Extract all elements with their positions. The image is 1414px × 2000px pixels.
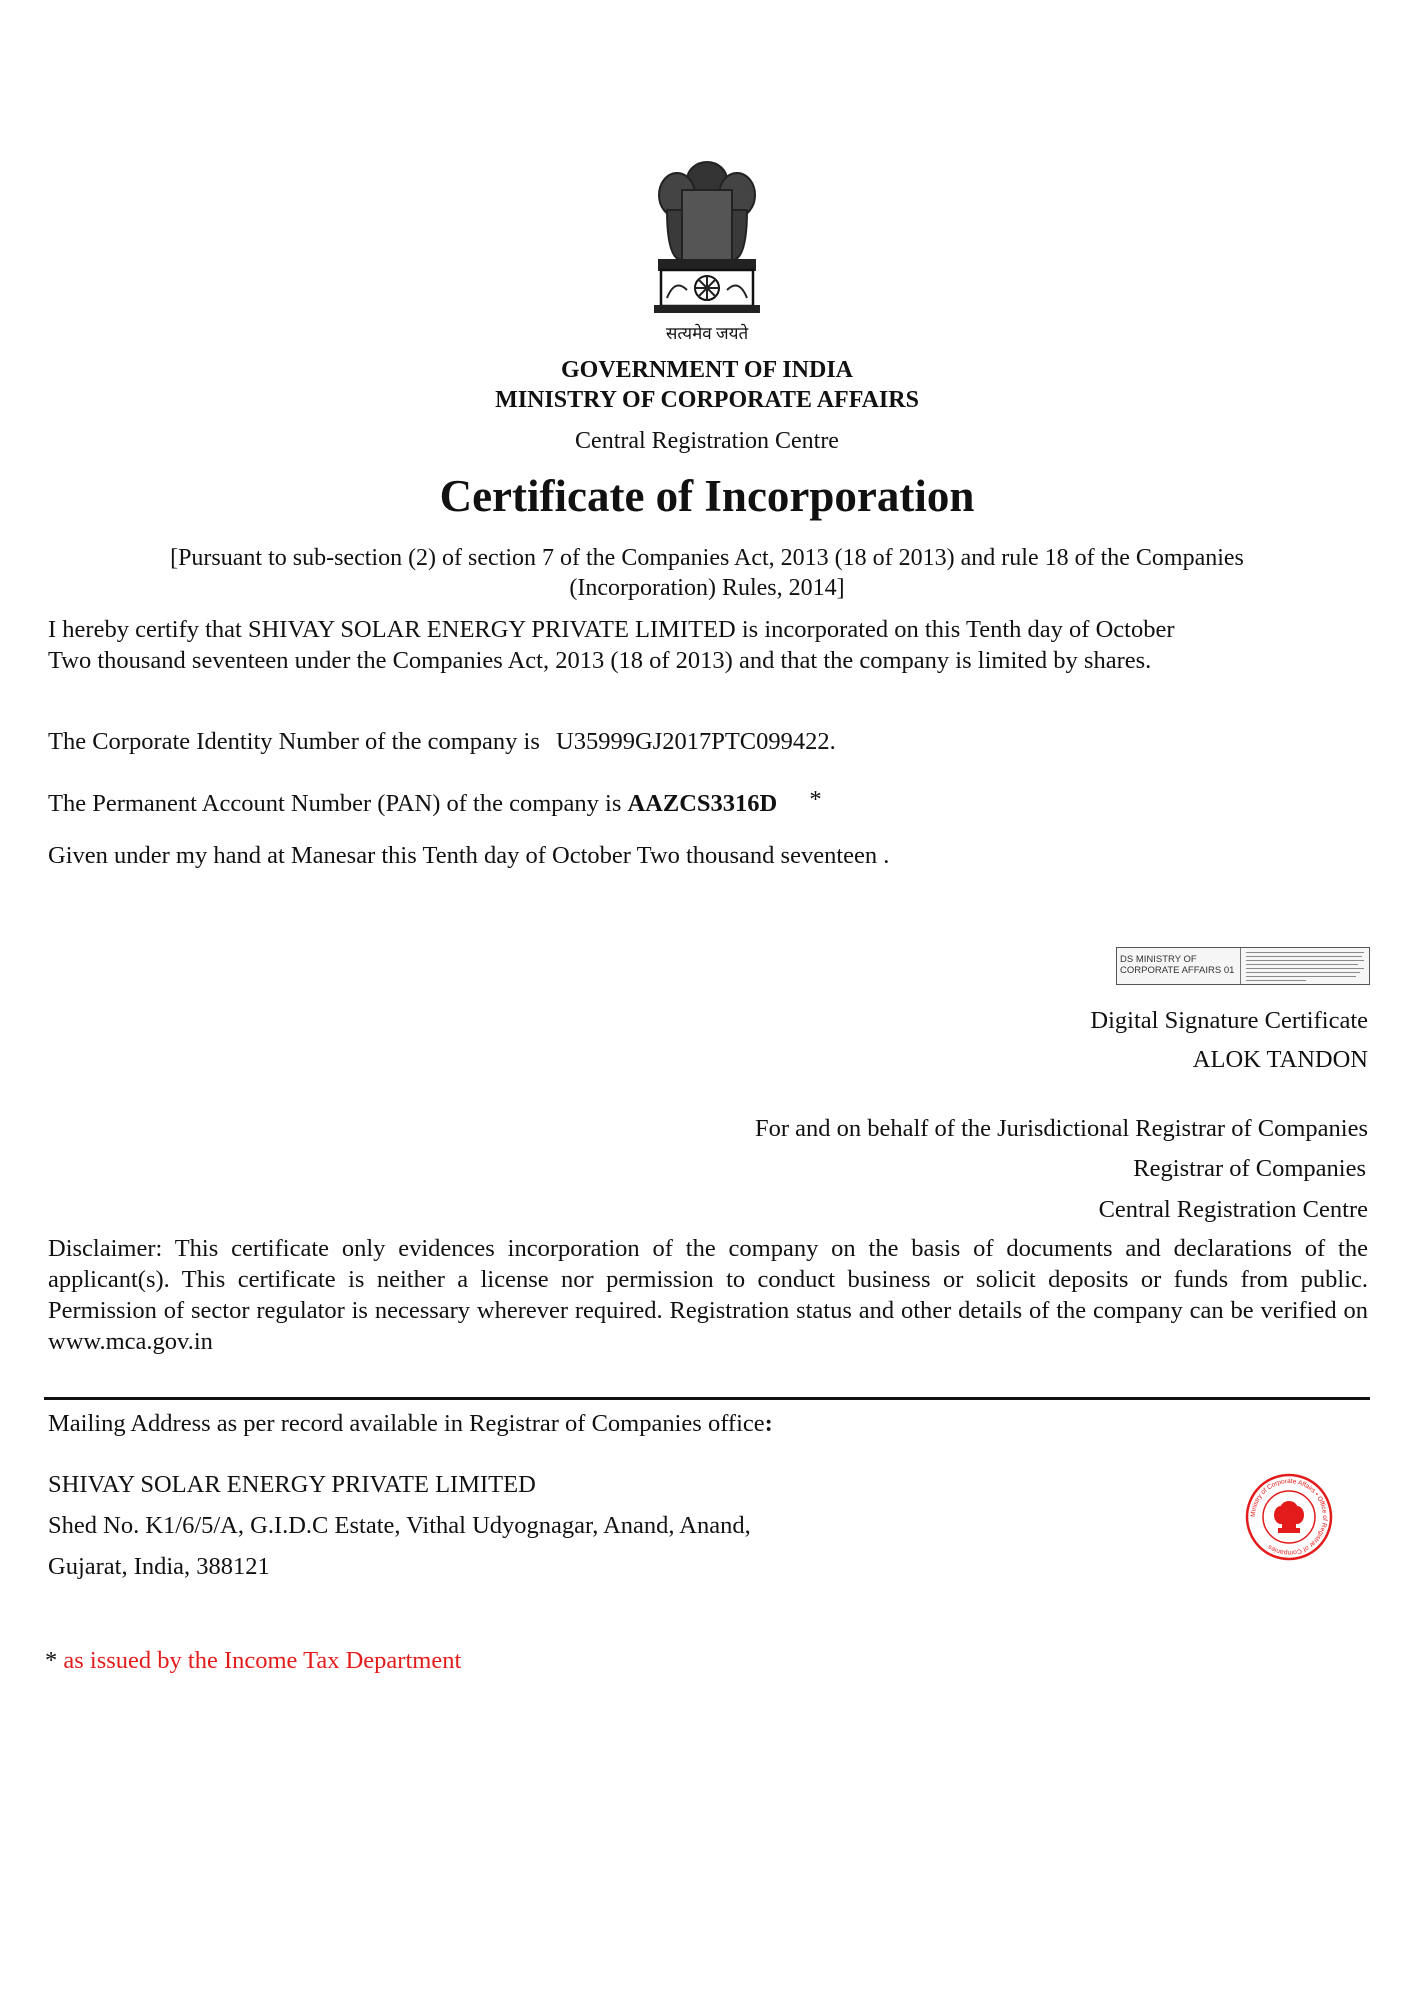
ds-detail-line xyxy=(1246,968,1364,969)
ds-detail-line xyxy=(1246,960,1364,961)
ds-signer-name: DS MINISTRY OF CORPORATE AFFAIRS 01 xyxy=(1120,954,1235,976)
divider xyxy=(44,1397,1370,1400)
emblem-motto: सत्यमेव जयते xyxy=(665,324,749,343)
pursuant-clause xyxy=(0,543,1414,603)
registration-centre: Central Registration Centre xyxy=(1098,1196,1368,1223)
certification-paragraph xyxy=(48,614,1368,676)
signatory-name: ALOK TANDON xyxy=(1192,1046,1368,1073)
pan-statement xyxy=(48,788,1368,819)
cin-label: The Corporate Identity Number of the company is xyxy=(48,728,540,755)
ds-detail-line xyxy=(1246,976,1356,977)
ds-detail-line xyxy=(1246,972,1360,973)
digital-signature-stamp xyxy=(1116,947,1370,985)
certify-line: Two thousand seventeen under the Companies Act, 2013 (18 of 2013) and that the company is limited by shares. xyxy=(48,647,1152,674)
certify-line: I hereby certify that SHIVAY SOLAR ENERGY PRIVATE LIMITED is incorporated on this Tenth day of October xyxy=(48,616,1175,643)
mailing-heading: Mailing Address as per record available in Registrar of Companies office: xyxy=(48,1410,773,1437)
mailing-address-line: Gujarat, India, 388121 xyxy=(48,1553,270,1580)
seal-text: Ministry of Corporate Affairs • Office of Registrar of Companies xyxy=(1249,1477,1329,1557)
registrar-title: Registrar of Companies xyxy=(1133,1155,1366,1182)
pan-footnote xyxy=(45,1647,461,1675)
ministry-line: MINISTRY OF CORPORATE AFFAIRS xyxy=(495,387,919,413)
cin-statement xyxy=(48,726,1368,757)
mailing-company: SHIVAY SOLAR ENERGY PRIVATE LIMITED xyxy=(48,1471,536,1498)
disclaimer: Disclaimer: This certificate only evidences incorporation of the company on the basis of documents and declarations of the applicant(s). This certificate is neither a license nor permission to conduct business or solicit deposits or funds from public. Permission of sector regulator is necessary wherever required. Registration status and other details of the company can be verified on www.mca.gov.in xyxy=(48,1235,1368,1355)
issuing-authority xyxy=(0,355,1414,415)
cin-value: U35999GJ2017PTC099422. xyxy=(556,728,836,755)
certificate-title: Certificate of Incorporation xyxy=(439,471,975,521)
registrar-seal-icon xyxy=(1245,1473,1333,1561)
centre-name: Central Registration Centre xyxy=(575,428,839,454)
pan-footnote-marker: * xyxy=(809,786,822,813)
pursuant-line: [Pursuant to sub-section (2) of section 7 of the Companies Act, 2013 (18 of 2013) and rule 18 of the Companies xyxy=(170,545,1244,571)
national-emblem-icon xyxy=(647,150,767,325)
signature-label: Digital Signature Certificate xyxy=(1090,1007,1368,1034)
footnote-marker: * xyxy=(45,1647,58,1674)
pursuant-line: (Incorporation) Rules, 2014] xyxy=(569,575,845,601)
given-statement: Given under my hand at Manesar this Tenth day of October Two thousand seventeen . xyxy=(48,842,890,869)
footnote-text: as issued by the Income Tax Department xyxy=(63,1647,462,1674)
government-line: GOVERNMENT OF INDIA xyxy=(560,357,854,383)
ds-separator xyxy=(1240,948,1241,984)
ds-detail-line xyxy=(1246,964,1358,965)
ds-detail-line xyxy=(1246,952,1364,953)
ds-detail-line xyxy=(1246,980,1306,981)
pan-value: AAZCS3316D xyxy=(627,790,778,817)
pan-label: The Permanent Account Number (PAN) of the company is xyxy=(48,790,622,817)
ds-detail-line xyxy=(1246,956,1362,957)
mailing-address-line: Shed No. K1/6/5/A, G.I.D.C Estate, Vithal Udyognagar, Anand, Anand, xyxy=(48,1512,751,1539)
behalf-line: For and on behalf of the Jurisdictional Registrar of Companies xyxy=(754,1115,1368,1142)
